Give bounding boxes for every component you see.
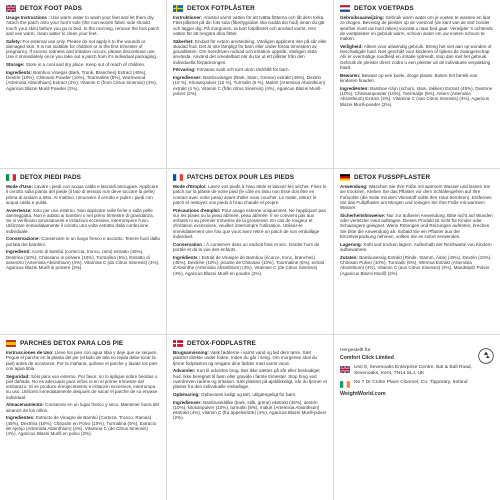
paragraph-text: Gebruik warm water om je voeten te wassen en laat ze drogen. Bevestig de pleister op de voetzool (de kant van de stof zonder weefsel moet uw huid raken) voordat u naar bed gaat. Verwijder 's ochtends de voetpleister en gebruik warm, schoon water om uw voeten schoon te maken. bbox=[340, 15, 493, 42]
section-paragraph bbox=[6, 15, 160, 36]
manufacturer-info bbox=[340, 348, 494, 397]
section-header bbox=[173, 174, 327, 181]
section-dk bbox=[166, 334, 333, 500]
section-header bbox=[173, 5, 327, 12]
netherlands-flag-icon bbox=[340, 5, 350, 12]
paragraph-label: Almacenamiento: bbox=[6, 402, 44, 408]
section-header bbox=[340, 5, 494, 12]
section-paragraph bbox=[173, 368, 327, 389]
section-paragraph bbox=[340, 184, 494, 210]
uk-flag-icon bbox=[6, 5, 16, 12]
paragraph-label: Säkerhet: bbox=[173, 38, 194, 44]
section-paragraph bbox=[340, 44, 494, 70]
section-title: DETOX FOTPLÅSTER bbox=[187, 5, 255, 12]
section-title: DETOX FOOT PADS bbox=[20, 5, 82, 12]
paragraph-text: Waschen Sie Ihre Füße mit warmem Wasser und lassen Sie sie trocknen. Kleben Sie das Pflaster vor dem Schlafengehen auf Ihre Fußsohle (die Seite mit dem Vliesstoff sollte Ihre Haut berühren). Entfernen Sie das Fußpflaster am Morgen und reinigen Sie Ihre Füße mit warmem Wasser. bbox=[340, 184, 492, 211]
section-header bbox=[6, 5, 160, 12]
paragraph-label: Gebruiksaanwijzing: bbox=[340, 15, 385, 20]
section-paragraph bbox=[173, 242, 327, 253]
paragraph-label: Ingredientes: bbox=[6, 415, 35, 421]
paragraph-label: Förvaring: bbox=[173, 67, 196, 73]
germany-flag-icon bbox=[340, 174, 350, 181]
section-paragraph bbox=[340, 15, 494, 41]
section-paragraph bbox=[173, 255, 327, 276]
paragraph-text: À conserver dans un endroit frais et sec. Garder hors de portée et de la vue des enfants. bbox=[173, 241, 320, 253]
section-en bbox=[0, 0, 166, 168]
ireland-flag-icon bbox=[340, 381, 350, 388]
paragraph-text: Bambusessig Extrakt (Rinde, Stamm, Äste) (45%), Dextrin (10%), Chitosan Pulver (10%), Turmalin (5%), Wermut Extrakt (Artemisia Absinthium) (4%), Vitamin C (aus Citrus Sinensis) (4%), Mandelpilz Pulver (Agaricus Blazei Murill) (2%). bbox=[340, 254, 492, 276]
paragraph-label: Brugsanvisning: bbox=[173, 350, 209, 355]
section-title: DETOX-FODPLASTRE bbox=[187, 340, 256, 347]
paragraph-text: Förvaras svalt och torrt utom räckhåll för barn. bbox=[196, 67, 290, 73]
paragraph-text: Bambuseddike (bark, stilk, grene) ekstrakt (45%), dextrin (10%), kitosanpulver (10%), turmalin (5%), malurt (Artemisia Absinthium) ekstrakt (4%), vitamin C (fra appelsintræ) (4%), Agaricus Blazei Murill-pulver (2%). bbox=[173, 399, 327, 421]
section-paragraph bbox=[6, 62, 160, 67]
paragraph-label: Instrucciones de Uso: bbox=[6, 350, 54, 355]
paragraph-label: Seguridad: bbox=[6, 373, 30, 379]
paragraph-text: Use warm water to wash your feet and let them dry. Attach the patch onto your foot's sole (the non-woven fabric side should touch your skin) before you go to bed. In the morning, remove the foot patch and use warm, clean water to clean your feet. bbox=[6, 15, 160, 36]
section-fr bbox=[166, 168, 333, 334]
paragraph-label: Advarsler: bbox=[173, 368, 196, 374]
paragraph-text: Bamboe Azijn (schors, stam, takken) Extract (45%), Dextrine (10%), Chitosanpoeder (10%), Toermalijn (5%), Alsem (Artemisia Absinthium) Extract (4%), Vitamine C (van Citrus Sinensis) (4%), Agaricus Blazei Murill-poeder (2%). bbox=[340, 85, 493, 107]
uk-flag-icon bbox=[340, 366, 350, 373]
denmark-flag-icon bbox=[173, 340, 183, 347]
section-paragraph bbox=[173, 15, 327, 36]
paragraph-label: Storage: bbox=[6, 62, 25, 68]
section-paragraph bbox=[6, 415, 160, 436]
section-title: PATCHS DETOX POUR LES PIEDS bbox=[187, 174, 295, 181]
recycle-icon bbox=[478, 348, 494, 364]
section-paragraph bbox=[340, 73, 494, 84]
paragraph-text: Nur zur äußeren Anwendung. Bitte nicht auf Wunden oder verletzter Haut auftragen. Dieses Produkt ist nicht für Kinder oder Schwangere geeignet. Wenn Rötungen und Reizungen auftreten, brechen Sie bitte die Anwendung ab. Sobald Sie ein Pflaster aus der Einzelverpackung nehmen, sollten Sie es sofort verwenden. bbox=[340, 212, 493, 240]
section-es bbox=[0, 334, 166, 500]
paragraph-label: Mode d'Uso: bbox=[6, 184, 34, 189]
paragraph-text: Extrait de Vinaigre de Bambou (écorce, tronc, branches) (45%), Dextrine (10%), poudre de Chitosan (10%), Tourmaline (5%), extrait d'Absinthe (Artemisia Absinthium) (4%), Vitamine C (de Citrus Sinensis) (4%), Agaricus Blazei Murill en poudre (2%). bbox=[173, 254, 325, 276]
section-paragraph bbox=[173, 39, 327, 65]
section-paragraph bbox=[173, 75, 327, 96]
paragraph-label: Safety: bbox=[6, 38, 22, 44]
section-paragraph bbox=[340, 242, 494, 253]
paragraph-label: Ingredienti: bbox=[6, 249, 31, 255]
section-paragraph bbox=[173, 392, 327, 397]
paragraph-text: Conservare in un luogo fresco e asciutto. Tenere fuori dalla portata dei bambini. bbox=[6, 236, 160, 247]
paragraph-label: Ingredienser: bbox=[173, 75, 202, 81]
section-title: DETOX FUSSPFLASTER bbox=[354, 174, 431, 181]
section-paragraph bbox=[6, 208, 160, 234]
section-paragraph bbox=[173, 67, 327, 72]
paragraph-text: Sólo para uso externo. Por favor, no lo aplique sobre heridas o piel dañada. No es adecuado para niños ni en el primer trimestre del embarazo. Si se produce enrojecimiento e irritación excesivos, interrumpa su uso. Utilícelo inmediatamente después de sacar el parche de su envase individual. bbox=[6, 373, 158, 400]
paragraph-text: Bamboo Vinegar (Bark, Trunk, Branches) Extract (45%), Dextrin (10%), Chitosan Powder (10%), Tourmaline (5%), Wormwood (Artemisia Absinthium) Extract (4%), Vitamin C (from Citrus Sinensis) (4%), Agaricus Blazei Murill Powder (2%). bbox=[6, 69, 158, 91]
paragraph-text: Alleen voor uitwendig gebruik. Breng het niet aan op wonden of beschadigde huid. Niet geschikt voor kinderen of tijdens de zwangerschap. Als er overmatige roodheid en irritatie optreedt, stop dan met het gebruik. Gebruik de pleister direct zodra u een pleister uit de individuele verpakking haalt. bbox=[340, 43, 492, 71]
paragraph-text: Endast för extern användning. Vänligen applicera inte på sår eller skadad hud. Det är inte lämpligt för barn eller under första trimestern av graviditeten. Om överdriven rodnad och irritation uppstår, vänligen sluta använda. Använd det omedelbart när du tar ut ett plåster från den individuella förpackningen. bbox=[173, 38, 327, 65]
section-header bbox=[6, 340, 160, 347]
paragraph-label: Ingrédients : bbox=[173, 254, 201, 260]
paragraph-text: Använd varmt vatten för att tvätta fötterna och låt dem torka. Fäst plåstret på din fots sula (fibertygsidan ska nudda din hud) innan du går och lägger dig. På morgonen, ta bort fotplåstret och använd varmt, rent vatten för att rengöra dina fötter. bbox=[173, 15, 325, 36]
paragraph-label: Zutaten: bbox=[340, 254, 358, 260]
section-title: DETOX VOETPADS bbox=[354, 5, 414, 12]
paragraph-label: Veiligheid: bbox=[340, 43, 363, 49]
paragraph-text: Bambuvinäger (Bark, Stam, Grenar) extrakt (45%), Dextrin (10 %), Kitosanpulver (10 %), Turmalin (5 %), Malört (Artemisia Absinthium) extrakt (4 %), Vitamin C (från citrus Sinensis) (4%), Agaricus Blazei Murill-pulver (2%). bbox=[173, 75, 326, 97]
paragraph-text: Solo per uso esterno. Non applicare sulle ferite o sulla pelle danneggiata. Non è adatto ai bambini o nel primo trimestre di gravidanza. Se si verificano arrossamenti e irritazioni eccessive, interrompere l'uso. Utilizzare immediatamente il cerotto una volta estratto dalla confezione individuale. bbox=[6, 207, 154, 234]
section-paragraph bbox=[173, 208, 327, 240]
paragraph-label: Anwendung: bbox=[340, 184, 368, 189]
section-se bbox=[166, 0, 333, 168]
uk-address-row bbox=[340, 365, 494, 377]
paragraph-text: Vask fødderne i varmt vand og lad dem tørre. Sæt plastret direkte under foden. Inden du går i seng. Om morgenen skal du fjerne fodplastret og rengøre dine fødder med varmt vand. bbox=[173, 350, 318, 366]
paragraph-text: Lavare i piedi con acqua calda e lasciarli asciugare. Applicare il cerotto sulla pianta del piede (il lato di tessuto non deve toccare la pelle) prima di andare a letto. Al mattino, rimuovere il cerotto e pulire i piedi con acqua calda e pulita. bbox=[6, 184, 159, 205]
paragraph-text: Lleve los pies con agua tibia y deje que se sequen. Pegue el parche en la planta del pie (el lado de tela no tejida debe tocar la piel) antes de acostarse. Por la mañana, quítese el parche y lávate los pies con agua tibia. bbox=[6, 350, 158, 371]
paragraph-label: Ingredienser: bbox=[173, 399, 202, 405]
section-title: DETOX PIEDI PADS bbox=[20, 174, 82, 181]
section-paragraph bbox=[6, 184, 160, 205]
section-paragraph bbox=[6, 39, 160, 60]
paragraph-text: Bewaar op een koele, droge plaats. Buiten het bereik van kinderen houden. bbox=[340, 72, 478, 84]
section-paragraph bbox=[6, 70, 160, 91]
section-de bbox=[333, 168, 500, 334]
section-paragraph bbox=[173, 400, 327, 421]
paragraph-label: Précautions d'emploi: bbox=[173, 207, 221, 213]
section-paragraph bbox=[6, 236, 160, 247]
ie-address: No 7 Dr Croke Place Clonmel, Co. Tipperary, Ireland bbox=[354, 380, 468, 386]
website[interactable]: WeightWorld.com bbox=[340, 391, 386, 398]
paragraph-label: Bewaren: bbox=[340, 72, 361, 78]
uk-address: Unit 8, Sevenoaks Enterprise Centre, Bat & Ball Road, Sevenoaks, Kent, TN14 5LJ, UK bbox=[354, 365, 472, 377]
paragraph-label: Opbevaring: bbox=[173, 391, 200, 397]
section-title: PARCHES DETOX PARA LOS PIE bbox=[20, 340, 124, 347]
paragraph-text: Opbevares køligt og tørt, utilgængeligt for børn. bbox=[201, 391, 297, 397]
section-paragraph bbox=[6, 350, 160, 371]
paragraph-text: Kühl und trocken lagern. Außerhalb der Reichweite von Kindern aufbewahren. bbox=[340, 241, 492, 253]
section-paragraph bbox=[340, 86, 494, 107]
paragraph-label: Avvertenze: bbox=[6, 207, 32, 213]
paragraph-text: Conservar en un lugar fresco y seco. Mantener fuera del alcance de los niños. bbox=[6, 402, 159, 413]
paragraph-text: Lavez vos pieds à l'eau tiède et laissez-les sécher. Fixez le patch sur la plante de votre pied (le côté en tissu non tissé doit être en contact avec votre peau) avant d'aller vous coucher. Le matin, retirez le patch et nettoyez vos pieds à l'eau chaude et propre. bbox=[173, 184, 327, 205]
paragraph-text: Store in a cool and dry place. Keep out of reach of children. bbox=[25, 62, 146, 68]
paragraph-label: Conservation : bbox=[173, 241, 205, 247]
italy-flag-icon bbox=[6, 174, 16, 181]
ie-address-row bbox=[340, 380, 494, 388]
paragraph-label: Ingrediënten: bbox=[340, 85, 369, 91]
manufacturer-company: Comfort Click Limited bbox=[340, 355, 394, 362]
paragraph-label: Ingredients: bbox=[6, 69, 33, 75]
sweden-flag-icon bbox=[173, 5, 183, 12]
section-paragraph bbox=[6, 374, 160, 400]
section-paragraph bbox=[173, 350, 327, 366]
section-paragraph bbox=[173, 184, 327, 205]
paragraph-label: Sicherheitshinweise: bbox=[340, 212, 386, 218]
section-paragraph bbox=[340, 213, 494, 239]
paragraph-label: Instruktioner: bbox=[173, 15, 203, 20]
paragraph-text: Pour usage externe uniquement. Ne l'appliquez pas sur les plaies ou la peau abîmée, peau abîmée. Il ne convient pas aux enfants ni au premier trimestre de la grossesse. En cas de rougeur et d'irritation excessives, veuillez interrompre l'utilisation. Utilisez-le immédiatement une fois que vous avez retiré un patch de son emballage individuel. bbox=[173, 207, 326, 240]
paragraph-text: Kun til udvortes brug. Bør ikke sættes på sår eller beskadiget hud. Ikke beregnet til børn eller gravide i første trimester. Stop brug ved overdreven rødme og irritation. Sæt plastret på øjeblikkeligt, når du fjerner et plaster fra den individuelle emballage. bbox=[173, 368, 327, 390]
section-paragraph bbox=[340, 255, 494, 276]
section-header bbox=[6, 174, 160, 181]
section-header bbox=[340, 174, 494, 181]
paragraph-label: Usage Instructions : bbox=[6, 15, 50, 20]
section-paragraph bbox=[6, 249, 160, 270]
paragraph-text: Extracto de Vinagre de Bambú (Corteza, Tronco, Ramas) (45%), Dextrina (10%), Chitosán en Polvo (10%), Turmalina (5%), Extracto de Ajenjo (Artemisia Absinthium) (4%), Vitamina C (de Citrus Sinensis) (4%), Agaricus Blazei Murill en polvo (2%). bbox=[6, 415, 157, 437]
section-it bbox=[0, 168, 166, 334]
paragraph-label: Lagerung: bbox=[340, 241, 363, 247]
france-flag-icon bbox=[173, 174, 183, 181]
paragraph-label: Mode d'Emploi: bbox=[173, 184, 207, 189]
manufacturer-label: Hergestellt für bbox=[340, 348, 371, 353]
paragraph-label: Conservazione: bbox=[6, 236, 40, 242]
paragraph-text: Aceto di bambù (corteccia, tronco, rami) estratto (45%), Destrina (10%), Chitosano in polvere (10%), Tormalina (5%), Estratto di assenzio (Artemisia Absinthium) (4%), Vitamina C (da Citrus Sinensis) (4%), Agaricus Blazei Murill in polvere (2%). bbox=[6, 249, 160, 271]
section-header bbox=[173, 340, 327, 347]
paragraph-text: For external use only. Please do not apply it to the wounds or damaged skin. It is not suitable for children or in the first trimester of pregnancy. If excess redness and irritation occurs, please discontinue use. Use it immediately once you take out a patch from it's individual packaging. bbox=[6, 38, 157, 60]
spain-flag-icon bbox=[6, 340, 16, 347]
section-paragraph bbox=[6, 402, 160, 413]
section-nl bbox=[333, 0, 500, 168]
manufacturer-panel bbox=[333, 334, 500, 500]
